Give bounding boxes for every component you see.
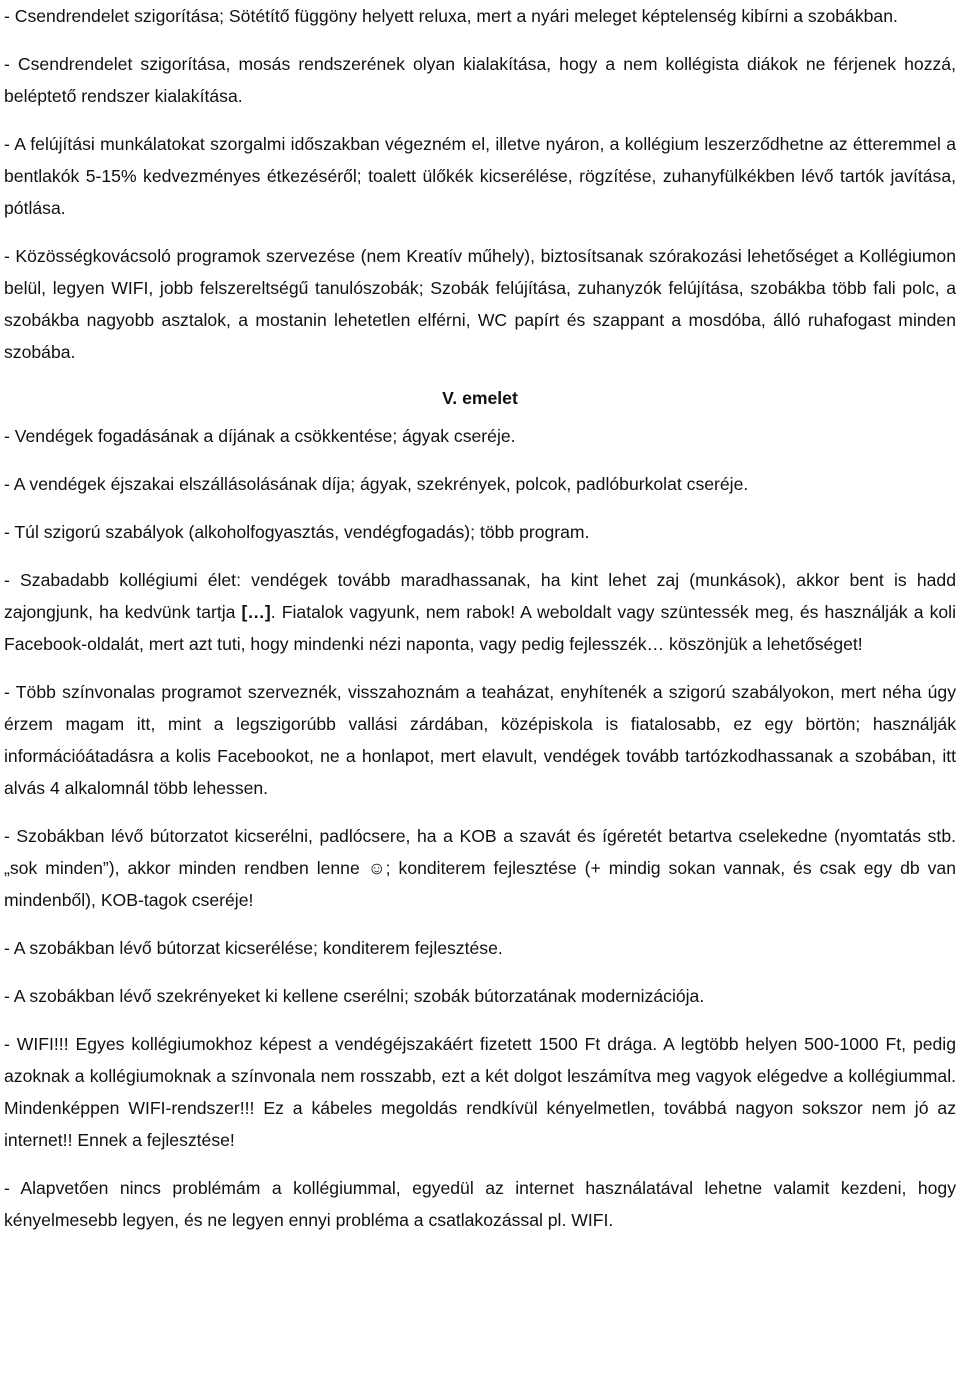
paragraph: - A vendégek éjszakai elszállásolásának díja; ágyak, szekrények, polcok, padlóburkolat cseréje. [4,474,749,494]
paragraph: - Túl szigorú szabályok (alkoholfogyasztás, vendégfogadás); több program. [4,522,590,542]
paragraph: - A szobákban lévő bútorzat kicserélése; konditerem fejlesztése. [4,938,503,958]
paragraph: - Csendrendelet szigorítása, mosás rendszerének olyan kialakítása, hogy a nem kollégista diákok ne férjenek hozzá, beléptető rendszer kialakítása. [4,54,956,106]
paragraph: - Több színvonalas programot szerveznék, visszahoznám a teaházat, enyhítenék a szigorú szabályokon, mert néha úgy érzem magam itt, mint a legszigorúbb vallási zárdában, középiskola is fiatalosabb, ez egy börtön; használják információátadásra a kolis Facebookot, ne a honlapot, mert elavult, vendégek tovább tartózkodhassanak a szobában, itt alvás 4 alkalomnál több lehessen. [4,682,956,798]
ellipsis-bold: […] [241,602,271,622]
paragraph: - Vendégek fogadásának a díjának a csökkentése; ágyak cseréje. [4,426,516,446]
paragraph: - A szobákban lévő szekrényeket ki kellene cserélni; szobák bútorzatának modernizációja. [4,986,705,1006]
text-segment: . Fiatalok vagyunk, nem rabok! A weboldalt vagy szüntessék meg, és használják a koli Facebook-oldalát, mert azt tuti, hogy mindenki nézi naponta, vagy pedig fejlesszék… köszönjük a lehetőséget! [4,602,956,654]
paragraph: - A felújítási munkálatokat szorgalmi időszakban végezném el, illetve nyáron, a kollégium leszerződhetne az étteremmel a bentlakók 5-15% kedvezményes étkezéséről; toalett ülőkék kicserélése, rögzítése, zuhanyfülkékben lévő tartók javítása, pótlása. [4,134,956,218]
paragraph: - Szobákban lévő bútorzatot kicserélni, padlócsere, ha a KOB a szavát és ígéretét betartva cselekedne (nyomtatás stb. „sok minden”), akkor minden rendben lenne ☺; konditerem fejlesztése (+ mindig sokan vannak, és csak egy db van mindenből), KOB-tagok cseréje! [4,826,956,910]
paragraph: - Csendrendelet szigorítása; Sötétítő függöny helyett reluxa, mert a nyári meleget képtelenség kibírni a szobákban. [4,6,898,26]
paragraph: - WIFI!!! Egyes kollégiumokhoz képest a vendégéjszakáért fizetett 1500 Ft drága. A legtöbb helyen 500-1000 Ft, pedig azoknak a kollégiumoknak a színvonala nem rosszabb, ezt a két dolgot leszámítva meg vagyok elégedve a kollégiummal. Mindenképpen WIFI-rendszer!!! Ez a kábeles megoldás rendkívül kényelmetlen, továbbá nagyon sokszor nem jó az internet!! Ennek a fejlesztése! [4,1034,956,1150]
paragraph: - Közösségkovácsoló programok szervezése (nem Kreatív műhely), biztosítsanak szórakozási lehetőséget a Kollégiumon belül, legyen WIFI, jobb felszereltségű tanulószobák; Szobák felújítása, zuhanyzók felújítása, szobákba több fali polc, a szobákba nagyobb asztalok, a mostanin lehetetlen elférni, WC papírt és szappant a mosdóba, álló ruhafogast minden szobába. [4,246,956,362]
paragraph: - Alapvetően nincs problémám a kollégiummal, egyedül az internet használatával lehetne valamit kezdeni, hogy kényelmesebb legyen, és ne legyen ennyi probléma a csatlakozással pl. WIFI. [4,1178,956,1230]
text-segment: - Szabadabb kollégiumi élet: vendégek tovább maradhassanak, ha kint lehet zaj (munkások), akkor bent is hadd zajongjunk, ha kedvünk tartja [4,570,956,622]
paragraph-szabadabb [4,564,956,660]
section-heading: V. emelet [442,388,518,408]
